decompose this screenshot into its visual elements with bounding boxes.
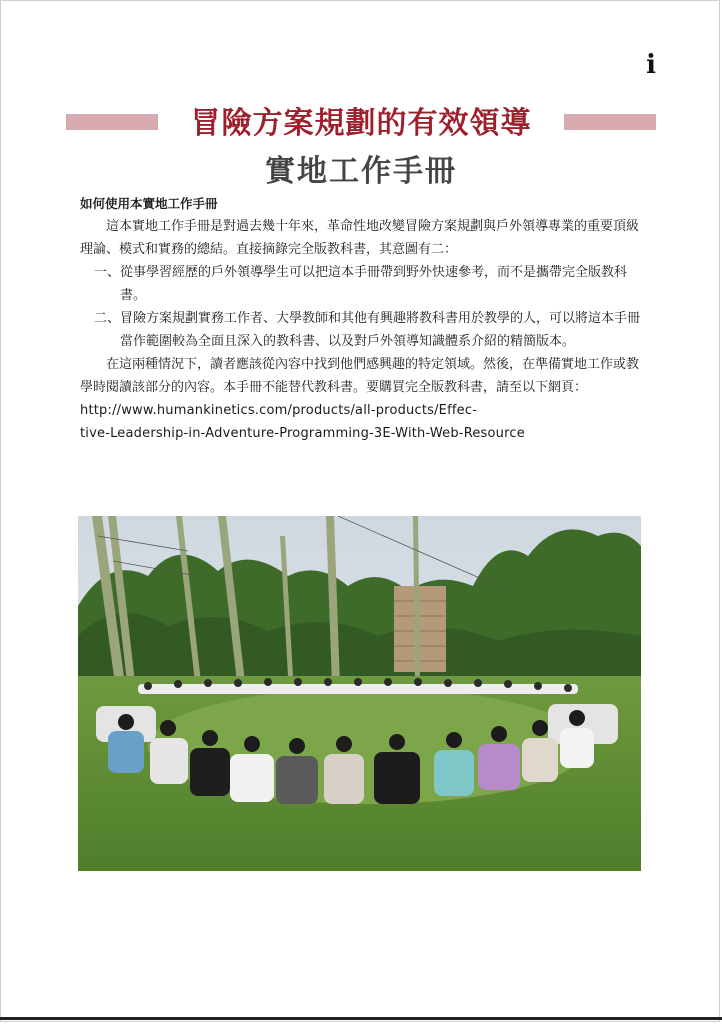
title-decor-bar-right xyxy=(564,114,656,130)
list-item-number: 二、 xyxy=(94,311,121,326)
bottom-rule xyxy=(0,1017,722,1020)
list-item-number: 一、 xyxy=(94,265,121,280)
page-subtitle: 實地工作手冊 xyxy=(265,154,457,189)
page-title: 冒險方案規劃的有效領導 xyxy=(190,106,532,141)
group-photo xyxy=(78,516,641,871)
list-item xyxy=(80,307,650,353)
body-content xyxy=(80,192,650,445)
list-item-text: 從事學習經歷的戶外領導學生可以把這本手冊帶到野外快速參考，而不是攜帶完全版教科書。 xyxy=(120,265,628,303)
section-heading: 如何使用本實地工作手冊 xyxy=(80,196,218,211)
title-decor-bar-left xyxy=(66,114,158,130)
page-number: i xyxy=(646,50,656,80)
list-item xyxy=(80,261,650,307)
url-line-2[interactable]: tive-Leadership-in-Adventure-Programming-3E-With-Web-Resource xyxy=(80,426,525,441)
url-line-1[interactable]: http://www.humankinetics.com/products/all-products/Effec- xyxy=(80,403,478,418)
closing-paragraph: 在這兩種情況下，讀者應該從內容中找到他們感興趣的特定領域。然後，在準備實地工作或教學時閱讀該部分的內容。本手冊不能替代教科書。要購買完全版教科書，請至以下網頁： xyxy=(80,357,640,395)
intro-paragraph: 這本實地工作手冊是對過去幾十年來，革命性地改變冒險方案規劃與戶外領導專業的重要頂級理論、模式和實務的總結。直接摘錄完全版教科書，其意圖有二： xyxy=(80,219,640,257)
title-row xyxy=(66,98,656,142)
list-item-text: 冒險方案規劃實務工作者、大學教師和其他有興趣將教科書用於教學的人，可以將這本手冊當作範圍較為全面且深入的教科書、以及對戶外領導知識體系介紹的精簡版本。 xyxy=(120,311,641,349)
